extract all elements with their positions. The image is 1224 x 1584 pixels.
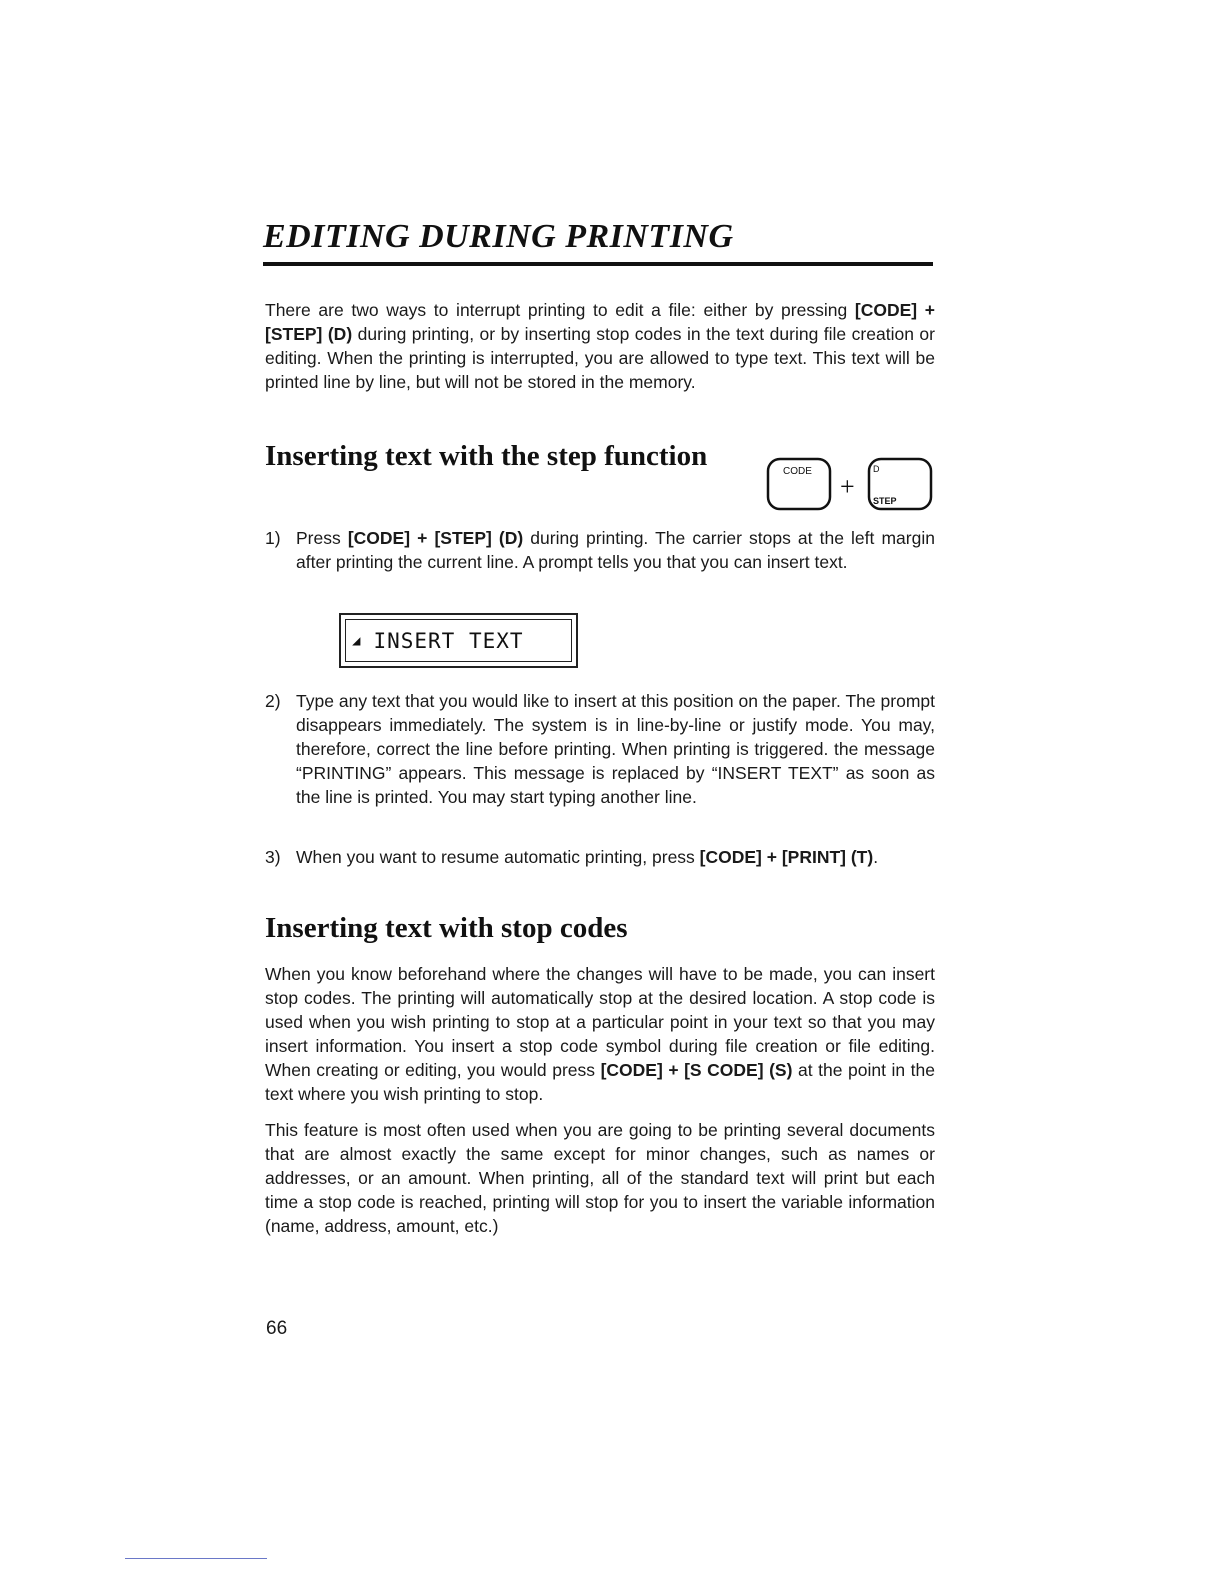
lcd-display [339, 613, 578, 668]
intro-key-combo: [CODE] + [STEP] (D) [265, 300, 935, 344]
lcd-text: INSERT TEXT [373, 628, 524, 653]
step2-text: Type any text that you would like to insert at this position on the paper. The prompt disappears immediately. The system is in line-by-line or justify mode. You may, therefore, correct the line before printing. When printing is triggered. the message “PRINTING” appears. This message is replaced by “INSERT TEXT” as soon as the line is printed. You may start typing another line. [296, 691, 935, 807]
lcd-screen [345, 619, 572, 662]
list-item-2 [265, 689, 935, 809]
section1-heading: Inserting text with the step function [265, 440, 708, 472]
code-step-keys-icon [765, 455, 937, 513]
stop-codes-paragraph-2: This feature is most often used when you are going to be printing several documents that are almost exactly the same except for minor changes, such as names or addresses, or an amount. When printing, all of the standard text will print but each time a stop code is reached, printing will stop for you to insert the variable information (name, address, amount, etc.) [265, 1120, 935, 1236]
intro-paragraph [265, 298, 935, 394]
return-arrow-icon: ◢ [352, 632, 362, 649]
stop-codes-key-combo: [CODE] + [S CODE] (S) [600, 1060, 793, 1080]
intro-text-cont: during printing, or by inserting stop codes in the text during file creation or editing. When the printing is interrupted, you are allowed to type text. This text will be printed line by line, but will not be stored in the memory. [265, 324, 935, 392]
step3-text: When you want to resume automatic printing, press [296, 847, 700, 867]
plus-sign: + [840, 472, 855, 501]
page-number: 66 [266, 1318, 288, 1339]
list-number: 2) [265, 691, 281, 711]
footer-rule [125, 1558, 267, 1559]
step1-key-combo: [CODE] + [STEP] (D) [347, 528, 524, 548]
step-key-label: STEP [873, 496, 897, 506]
page-title: EDITING DURING PRINTING [263, 218, 933, 266]
list-number: 1) [265, 528, 281, 548]
step1-text-cont: during printing. The carrier stops at the left margin after printing the current line. A prompt tells you that you can insert text. [296, 528, 935, 572]
intro-text: There are two ways to interrupt printing to edit a file: either by pressing [265, 300, 855, 320]
list-item-3 [265, 845, 935, 869]
stop-codes-text-cont: at the point in the text where you wish printing to stop. [265, 1060, 935, 1104]
list-number: 3) [265, 847, 281, 867]
step3-key-combo: [CODE] + [PRINT] (T) [699, 847, 874, 867]
step1-text: Press [296, 528, 348, 548]
code-key-label: CODE [783, 466, 812, 477]
section2-heading: Inserting text with stop codes [265, 912, 628, 944]
step3-text-cont: . [873, 847, 879, 867]
list-item-1 [265, 526, 935, 574]
stop-codes-paragraph-1 [265, 962, 935, 1106]
stop-codes-text: When you know beforehand where the changes will have to be made, you can insert stop codes. The printing will automatically stop at the desired location. A stop code is used when you wish printing to stop at a particular point in your text so that you may insert information. You insert a stop code symbol during file creation or file editing. When creating or editing, you would press [265, 964, 935, 1080]
step-key-letter: D [873, 464, 880, 474]
